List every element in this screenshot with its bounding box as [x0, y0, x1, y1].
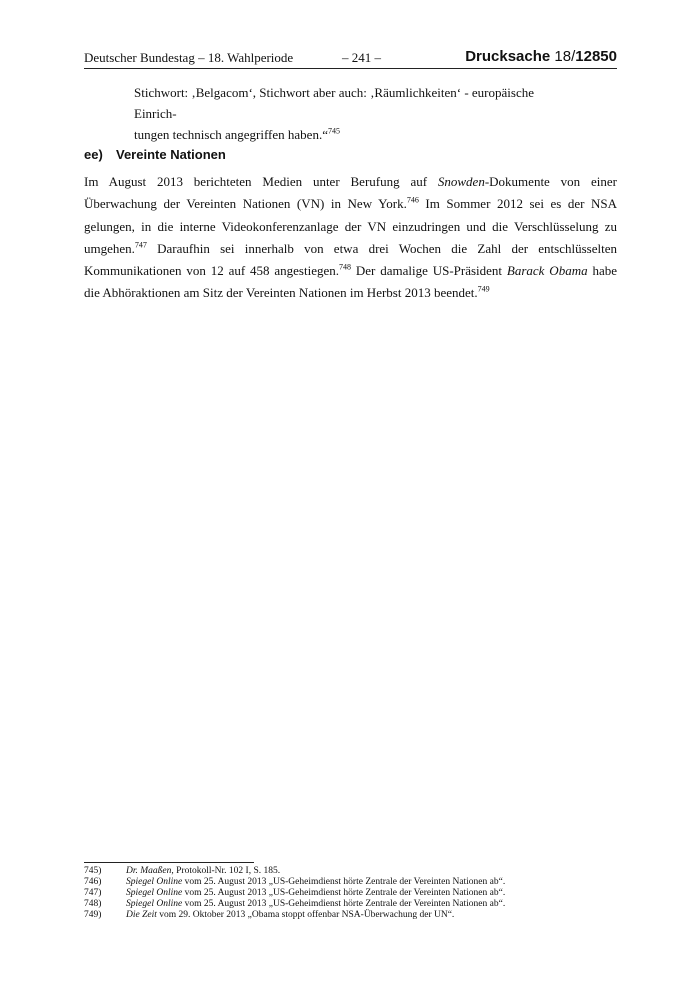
quote-line-1: Stichwort: ‚Belgacom‘, Stichwort aber auch: ‚Räumlichkeiten‘ - europäische Einrich-	[134, 85, 534, 121]
footnote-detail: vom 29. Oktober 2013 „Obama stoppt offenbar NSA-Überwachung der UN“.	[156, 910, 455, 920]
header-publication: Deutscher Bundestag – 18. Wahlperiode	[84, 50, 294, 65]
document-number-id: 12850	[575, 48, 617, 65]
footnote-746	[84, 877, 617, 888]
footnote-source: Die Zeit	[126, 910, 157, 920]
document-number	[465, 48, 617, 65]
footnote-745	[84, 866, 617, 877]
document-number-label: Drucksache	[465, 48, 551, 65]
section-heading	[84, 147, 226, 162]
footnote-number: 746)	[84, 877, 102, 887]
paragraph-text-4: Daraufhin sei innerhalb von etwa drei Wochen die Zahl der entschlüsselten Kommunikationen von 12 auf 458 angestiegen.	[84, 240, 617, 279]
footnote-detail: vom 25. August 2013 „US-Geheimdienst hörte Zentrale der Vereinten Nationen ab“.	[182, 899, 506, 909]
footnote-ref-746: 746	[406, 195, 419, 205]
footnote-ref-748: 748	[339, 262, 351, 272]
block-quote	[134, 82, 574, 145]
footnote-ref-747: 747	[134, 240, 147, 250]
footnote-ref-745: 745	[327, 126, 340, 136]
section-title: Vereinte Nationen	[116, 147, 226, 162]
footnotes	[84, 866, 617, 921]
footnote-text	[126, 877, 505, 888]
paragraph-text-2: -Dokumente von einer Überwachung der Vereinten Nationen (VN) in New York.	[84, 174, 617, 212]
footnote-detail: , Protokoll-Nr. 102 I, S. 185.	[171, 866, 281, 876]
paragraph-text-6: habe die Abhöraktionen am Sitz der Vereinten Nationen im Herbst 2013 beendet.	[84, 263, 617, 301]
paragraph-text-3: Im Sommer 2012 sei es der NSA gelungen, in die interne Videokonferenzanlage der VN einzudringen und die Verschlüsselung zu umgehen.	[84, 196, 617, 256]
footnote-number: 745)	[84, 866, 102, 876]
footnote-number: 748)	[84, 899, 102, 909]
footnote-748	[84, 899, 617, 910]
footnote-text	[126, 866, 280, 877]
footnote-source: Spiegel Online	[126, 877, 183, 887]
footnote-ref-749: 749	[477, 285, 490, 295]
paragraph-text-5: Der damalige US-Präsident	[351, 263, 507, 279]
footnote-text	[126, 888, 505, 899]
body-paragraph	[84, 171, 617, 305]
footnote-747	[84, 888, 617, 899]
quote-line-2-text: tungen technisch angegriffen haben.“	[134, 127, 328, 142]
page-header	[84, 48, 617, 69]
footnote-source: Dr. Maaßen	[126, 866, 172, 876]
footnote-source: Spiegel Online	[126, 888, 183, 898]
footnote-number: 747)	[84, 888, 102, 898]
footnote-source: Spiegel Online	[126, 899, 183, 909]
footnote-detail: vom 25. August 2013 „US-Geheimdienst hörte Zentrale der Vereinten Nationen ab“.	[182, 877, 506, 887]
name-obama: Barack Obama	[506, 263, 588, 279]
footnote-749	[84, 910, 617, 921]
quote-line-2	[134, 124, 574, 145]
footnote-text	[126, 899, 505, 910]
document-number-period: 18/	[554, 48, 576, 65]
section-number: ee)	[84, 147, 103, 162]
footnote-detail: vom 25. August 2013 „US-Geheimdienst hörte Zentrale der Vereinten Nationen ab“.	[182, 888, 506, 898]
paragraph-text-1: Im August 2013 berichteten Medien unter Berufung auf	[84, 174, 438, 189]
footnote-number: 749)	[84, 910, 102, 920]
name-snowden: Snowden	[437, 174, 485, 189]
footnote-text	[126, 910, 454, 921]
page-number: – 241 –	[342, 50, 381, 65]
footnote-divider	[84, 862, 254, 863]
